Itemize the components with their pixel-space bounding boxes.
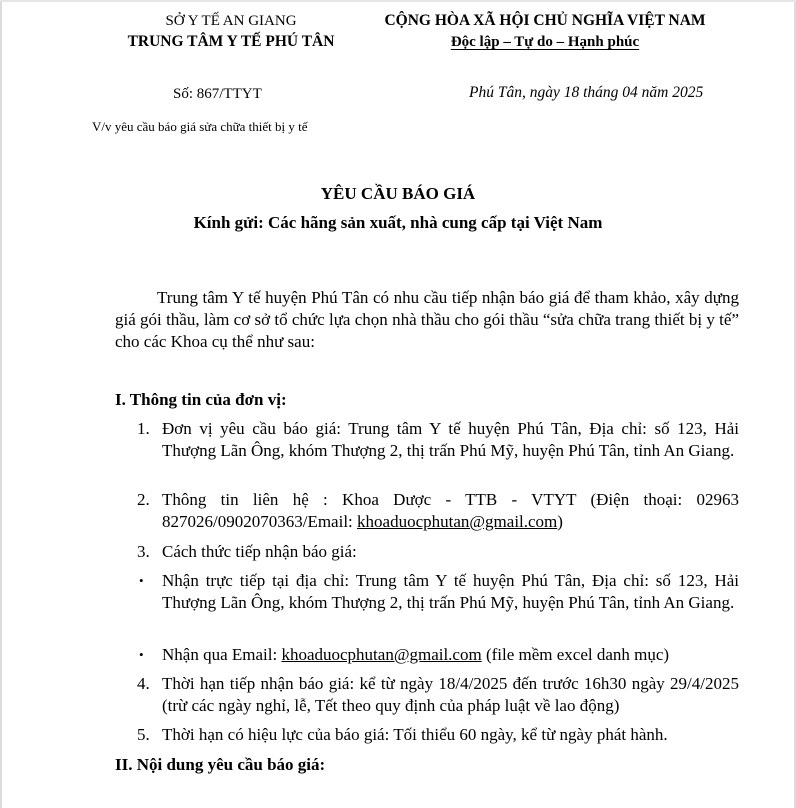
national-header <box>350 11 740 53</box>
document-title: YÊU CẦU BÁO GIÁ <box>320 184 476 203</box>
list-item <box>162 644 739 666</box>
email-link[interactable]: khoaduocphutan@gmail.com <box>357 512 558 531</box>
email-link[interactable]: khoaduocphutan@gmail.com <box>281 645 482 664</box>
section-heading-2: II. Nội dung yêu cầu báo giá: <box>115 755 326 774</box>
list-marker: 5. <box>137 725 150 744</box>
recipient-line: Kính gửi: Các hãng sản xuất, nhà cung cấp tại Việt Nam <box>193 213 603 232</box>
list-item: Cách thức tiếp nhận báo giá: <box>162 542 357 561</box>
list-marker: 1. <box>137 419 150 438</box>
email-label: Nhận qua Email: <box>162 645 282 664</box>
department-name: SỞ Y TẾ AN GIANG <box>165 13 297 29</box>
document-date: Phú Tân, ngày 18 tháng 04 năm 2025 <box>469 84 704 101</box>
list-item: Nhận trực tiếp tại địa chỉ: Trung tâm Y tế huyện Phú Tân, Địa chỉ: số 123, Hải Thượng Lãn Ông, khóm Thượng 2, thị trấn Phú Mỹ, huyện Phú Tân, tỉnh An Giang. <box>162 571 739 612</box>
document-number: Số: 867/TTYT <box>173 86 262 102</box>
page-border-top <box>0 0 796 2</box>
email-note: (file mềm excel danh mục) <box>481 645 670 664</box>
page-border-left <box>0 0 2 808</box>
contact-text: Thông tin liên hệ : Khoa Dược - TTB - VTYT (Điện thoại: 02963 827026/0902070363/Email: <box>162 490 739 531</box>
list-item: Đơn vị yêu cầu báo giá: Trung tâm Y tế huyện Phú Tân, Địa chỉ: số 123, Hải Thượng Lãn Ông, khóm Thượng 2, thị trấn Phú Mỹ, huyện Phú Tân, tỉnh An Giang. <box>162 419 739 460</box>
bullet-icon: • <box>139 573 144 588</box>
intro-paragraph: Trung tâm Y tế huyện Phú Tân có nhu cầu tiếp nhận báo giá để tham khảo, xây dựng giá gói thầu, làm cơ sở tổ chức lựa chọn nhà thầu cho gói thầu “sửa chữa trang thiết bị y tế” cho các Khoa cụ thể như sau: <box>115 288 739 351</box>
list-item: Thời hạn có hiệu lực của báo giá: Tối thiểu 60 ngày, kể từ ngày phát hành. <box>162 725 668 744</box>
list-marker: 2. <box>137 490 150 509</box>
national-title: CỘNG HÒA XÃ HỘI CHỦ NGHĨA VIỆT NAM <box>384 12 706 29</box>
issuer-header <box>96 11 366 53</box>
document-subject: V/v yêu cầu báo giá sửa chữa thiết bị y tế <box>92 119 308 134</box>
list-marker: 3. <box>137 542 150 561</box>
national-motto: Độc lập – Tự do – Hạnh phúc <box>450 34 640 50</box>
bullet-icon: • <box>139 647 144 662</box>
list-item: Thời hạn tiếp nhận báo giá: kể từ ngày 18/4/2025 đến trước 16h30 ngày 29/4/2025 (trừ các ngày nghỉ, lễ, Tết theo quy định của pháp luật về lao động) <box>162 674 739 715</box>
section-heading-1: I. Thông tin của đơn vị: <box>115 390 287 409</box>
list-item <box>162 489 739 533</box>
contact-text-end: ) <box>557 512 563 531</box>
list-marker: 4. <box>137 674 150 693</box>
organization-name: TRUNG TÂM Y TẾ PHÚ TÂN <box>127 33 335 50</box>
